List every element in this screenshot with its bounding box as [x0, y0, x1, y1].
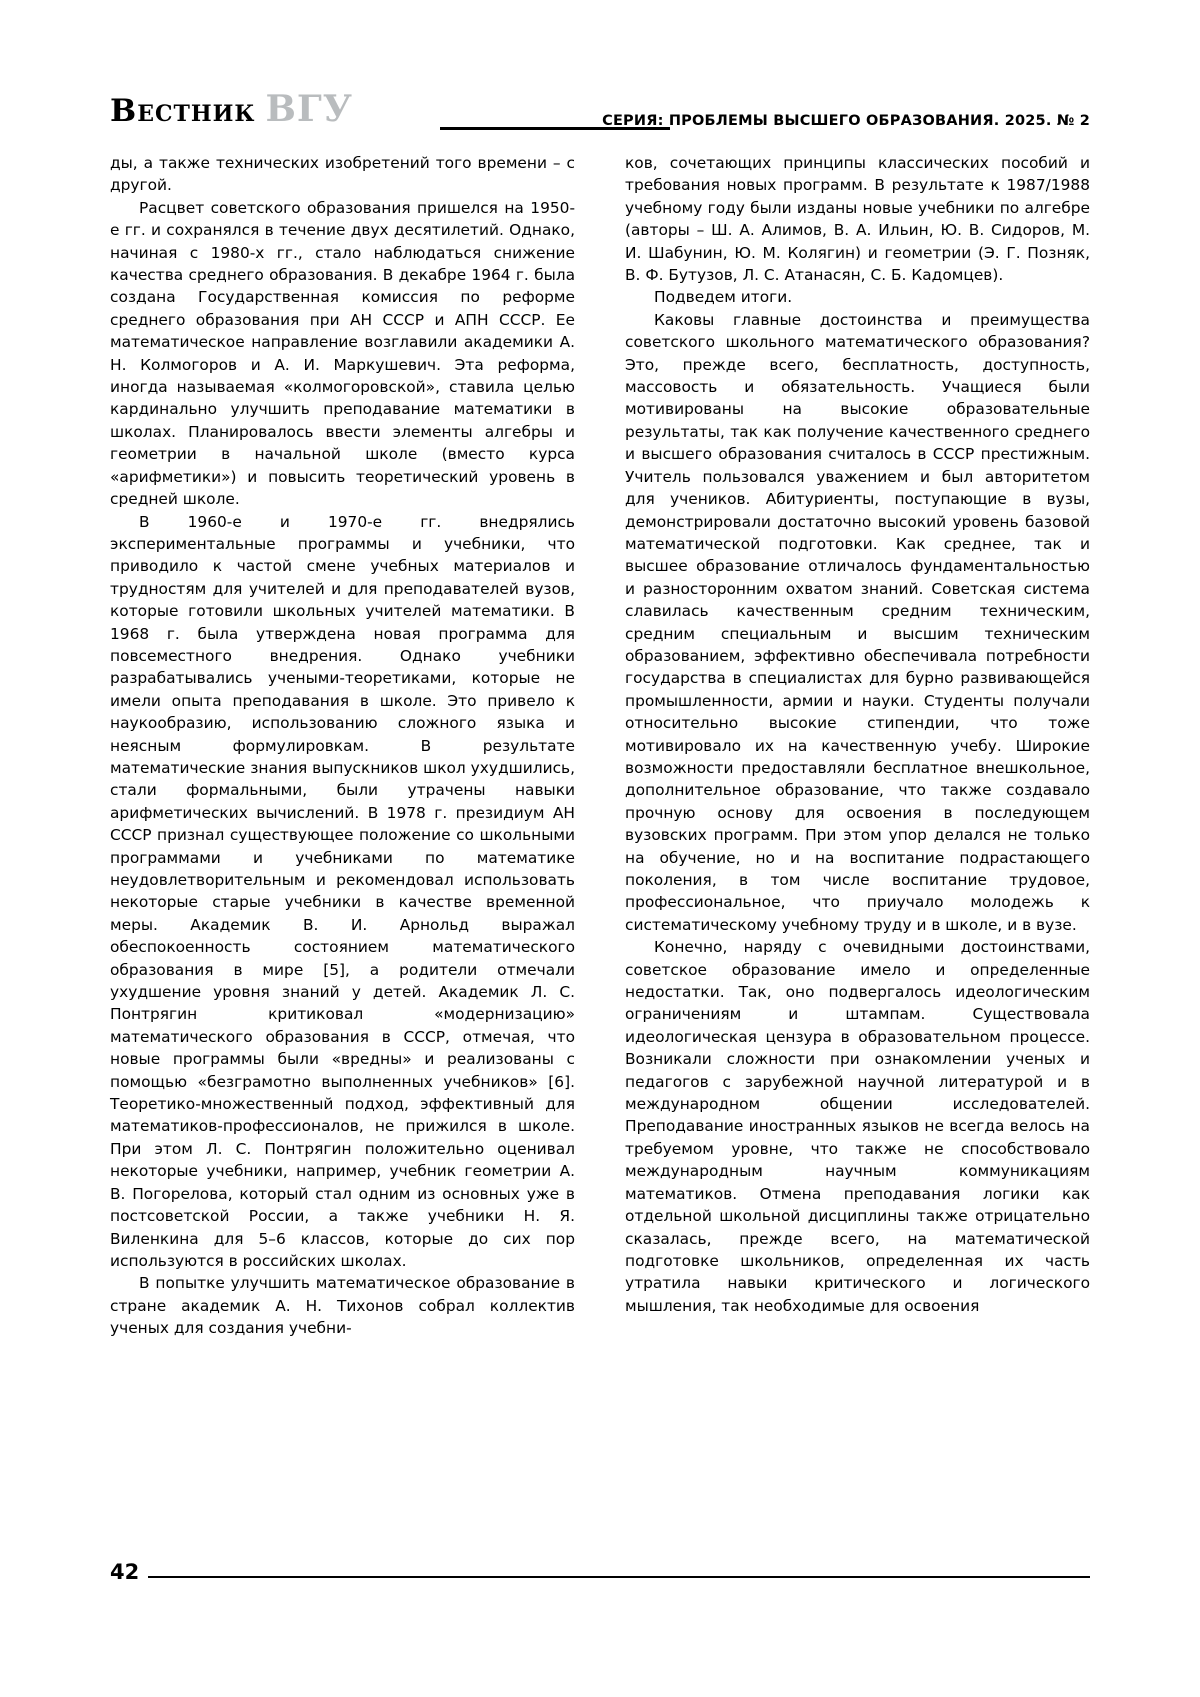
masthead-accent-word: ВГУ: [265, 88, 353, 130]
paragraph: ды, а также технических изобретений того времени – с другой.: [110, 154, 575, 195]
paragraph: Подведем итоги.: [654, 288, 793, 307]
page-number: 42: [110, 1560, 140, 1584]
left-column: [110, 152, 575, 1340]
body-columns: [110, 152, 1090, 1340]
page-footer: [110, 1560, 1090, 1590]
paragraph: В 1960-е и 1970-е гг. внедрялись экспериментальные программы и учебники, что приводило к частой смене учебных материалов и трудностям для учителей и для преподавателей вузов, которые готовили школьных учителей математики. В 1968 г. была утверждена новая программа для повсеместного внедрения. Однако учебники разрабатывались учеными-теоретиками, которые не имели опыта преподавания в школе. Это привело к наукообразию, использованию сложного языка и неясным формулировкам. В результате математические знания выпускников школ ухудшились, стали формальными, были утрачены навыки арифметических вычислений. В 1978 г. президиум АН СССР признал существующее положение со школьными программами и учебниками по математике неудовлетворительным и рекомендовал использовать некоторые старые учебники в качестве временной меры. Академик В. И. Арнольд выражал обеспокоенность состоянием математического образования в мире [5], а родители отмечали ухудшение уровня знаний у детей. Академик Л. С. Понтрягин критиковал «модернизацию» математического образования в СССР, отмечая, что новые программы были «вредны» и реализованы с помощью «безграмотно выполненных учебников» [6]. Теоретико-множественный подход, эффективный для математиков-профессионалов, не прижился в школе. При этом Л. С. Понтрягин положительно оценивал некоторые учебники, например, учебник геометрии А. В. Погорелова, который стал одним из основных уже в постсоветской России, а также учебники Н. Я. Виленкина для 5–6 классов, которые до сих пор используются в российских школах.: [110, 512, 575, 1270]
paragraph: В попытке улучшить математическое образование в стране академик А. Н. Тихонов собрал коллектив ученых для создания учебни-: [110, 1274, 575, 1338]
right-column: [625, 152, 1090, 1340]
paragraph: Каковы главные достоинства и преимущества советского школьного математического образования? Это, прежде всего, бесплатность, доступность, массовость и обязательность. Учащиеся были мотивированы на высокие образовательные результаты, так как получение качественного среднего и высшего образования считалось в СССР престижным. Учитель пользовался уважением и был авторитетом для учеников. Абитуриенты, поступающие в вузы, демонстрировали достаточно высокий уровень базовой математической подготовки. Как среднее, так и высшее образование отличалось фундаментальностью и разносторонним охватом знаний. Советская система славилась качественным средним техническим, средним специальным и высшим техническим образованием, эффективно обеспечивала потребности государства в специалистах для бурно развивающейся промышленности, армии и науки. Студенты получали относительно высокие стипендии, что тоже мотивировало их на качественную учебу. Широкие возможности предоставляли бесплатное внешкольное, дополнительное образование, что также создавало прочную основу для освоения в последующем вузовских программ. При этом упор делался не только на обучение, но и на воспитание подрастающего поколения, в том числе воспитание трудовое, профессиональное, что приучало молодежь к систематическому учебному труду и в школе, и в вузе.: [625, 310, 1090, 934]
paragraph: ков, сочетающих принципы классических пособий и требования новых программ. В результате к 1987/1988 учебному году были изданы новые учебники по алгебре (авторы – Ш. А. Алимов, В. А. Ильин, Ю. В. Сидоров, М. И. Шабунин, Ю. М. Колягин) и геометрии (Э. Г. Позняк, В. Ф. Бутузов, Л. С. Атанасян, С. Б. Кадомцев).: [625, 154, 1090, 285]
masthead-main-word: Вестник: [110, 93, 256, 129]
footer-divider-rule: [148, 1576, 1090, 1578]
paragraph: Конечно, наряду с очевидными достоинствами, советское образование имело и определенные недостатки. Так, оно подвергалось идеологическим ограничениям и штампам. Существовала идеологическая цензура в образовательном процессе. Возникали сложности при ознакомлении ученых и педагогов с зарубежной научной литературой и в международном общении исследователей. Преподавание иностранных языков не всегда велось на требуемом уровне, что также не способствовало международным научным коммуникациям математиков. Отмена преподавания логики как отдельной школьной дисциплины также отрицательно сказалась, прежде всего, на математической подготовке школьников, определенная их часть утратила навыки критического и логического мышления, так необходимые для освоения: [625, 938, 1090, 1315]
journal-series-line: СЕРИЯ: ПРОБЛЕМЫ ВЫСШЕГО ОБРАЗОВАНИЯ. 2025. № 2: [602, 113, 1090, 129]
journal-masthead: [110, 88, 353, 130]
page-header: [110, 88, 1090, 140]
paragraph: Расцвет советского образования пришелся на 1950-е гг. и сохранялся в течение двух десятилетий. Однако, начиная с 1980-х гг., стало наблюдаться снижение качества среднего образования. В декабре 1964 г. была создана Государственная комиссия по реформе среднего образования при АН СССР и АПН СССР. Ее математическое направление возглавили академики А. Н. Колмогоров и А. И. Маркушевич. Эта реформа, иногда называемая «колмогоровской», ставила целью кардинально улучшить преподавание математики в школах. Планировалось ввести элементы алгебры и геометрии в начальной школе (вместо курса «арифметики») и повысить теоретический уровень в средней школе.: [110, 198, 575, 509]
